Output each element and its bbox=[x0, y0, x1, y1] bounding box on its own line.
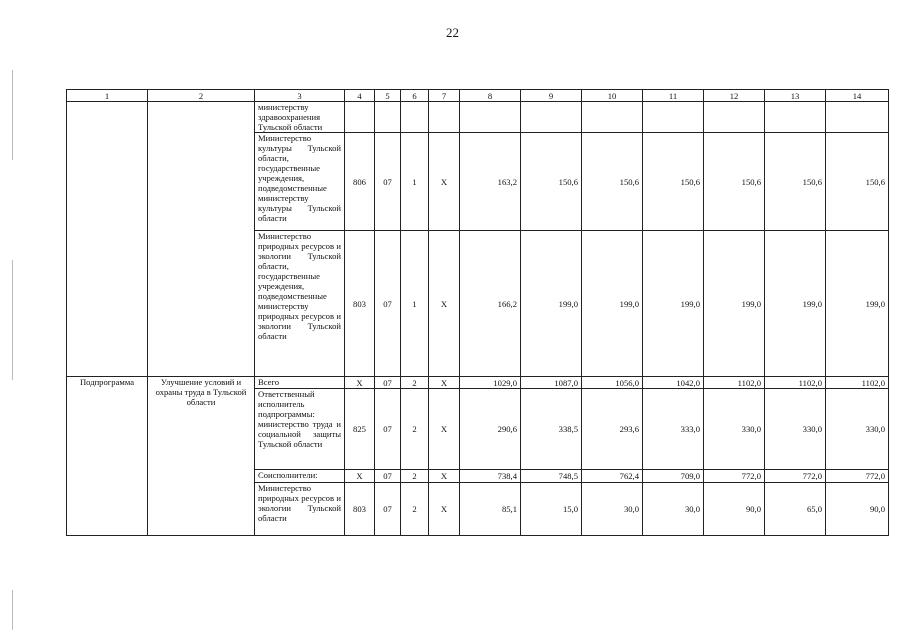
table-cell: 1042,0 bbox=[643, 377, 704, 389]
table-cell: 199,0 bbox=[521, 231, 582, 377]
table-cell: 30,0 bbox=[643, 483, 704, 536]
table-cell: 199,0 bbox=[765, 231, 826, 377]
table-cell: Х bbox=[345, 470, 375, 483]
table-cell: 290,6 bbox=[460, 389, 521, 470]
table-cell: 65,0 bbox=[765, 483, 826, 536]
table-cell: 199,0 bbox=[826, 231, 889, 377]
table-cell: 07 bbox=[375, 470, 401, 483]
table-cell bbox=[429, 102, 460, 133]
table-cell: Х bbox=[429, 377, 460, 389]
table-cell bbox=[401, 102, 429, 133]
table-cell: 150,6 bbox=[765, 133, 826, 231]
table-cell: 1102,0 bbox=[704, 377, 765, 389]
table-cell: Х bbox=[429, 470, 460, 483]
executor-name: министерству здравоохранения Тульской области bbox=[255, 102, 345, 133]
table-cell bbox=[521, 102, 582, 133]
table-row bbox=[67, 102, 889, 133]
executor-name: Министерство природных ресурсов и экологии Тульской области bbox=[255, 483, 345, 536]
executor-name: Всего bbox=[255, 377, 345, 389]
table-cell: 07 bbox=[375, 133, 401, 231]
column-header: 6 bbox=[401, 90, 429, 102]
table-cell: 150,6 bbox=[521, 133, 582, 231]
program-name-cell: Улучшение условий и охраны труда в Тульской области bbox=[148, 377, 255, 536]
column-header: 12 bbox=[704, 90, 765, 102]
table-cell: 30,0 bbox=[582, 483, 643, 536]
table-cell: 2 bbox=[401, 377, 429, 389]
scan-margin-mark bbox=[12, 70, 13, 160]
table-cell: Х bbox=[345, 377, 375, 389]
table-cell bbox=[826, 102, 889, 133]
table-cell: 330,0 bbox=[826, 389, 889, 470]
table-cell: 07 bbox=[375, 389, 401, 470]
table-cell: 803 bbox=[345, 483, 375, 536]
table-cell bbox=[460, 102, 521, 133]
column-header: 3 bbox=[255, 90, 345, 102]
table-cell: 150,6 bbox=[643, 133, 704, 231]
page-number: 22 bbox=[446, 25, 459, 40]
table-cell: 772,0 bbox=[765, 470, 826, 483]
table-cell: 762,4 bbox=[582, 470, 643, 483]
table-cell: 748,5 bbox=[521, 470, 582, 483]
table-cell: 293,6 bbox=[582, 389, 643, 470]
budget-table bbox=[66, 89, 889, 536]
column-header: 2 bbox=[148, 90, 255, 102]
scan-margin-mark bbox=[12, 590, 13, 630]
column-header: 11 bbox=[643, 90, 704, 102]
table-cell: 1102,0 bbox=[765, 377, 826, 389]
table-cell bbox=[643, 102, 704, 133]
table-cell: 90,0 bbox=[704, 483, 765, 536]
table-cell: 2 bbox=[401, 470, 429, 483]
table-cell: 15,0 bbox=[521, 483, 582, 536]
table-cell: Х bbox=[429, 483, 460, 536]
table-cell: 803 bbox=[345, 231, 375, 377]
table-cell: 1102,0 bbox=[826, 377, 889, 389]
table-cell: 330,0 bbox=[704, 389, 765, 470]
column-header: 4 bbox=[345, 90, 375, 102]
table-row bbox=[67, 377, 889, 389]
table-cell bbox=[704, 102, 765, 133]
table-cell: 338,5 bbox=[521, 389, 582, 470]
table-cell: 709,0 bbox=[643, 470, 704, 483]
table-cell: Х bbox=[429, 133, 460, 231]
table-cell bbox=[765, 102, 826, 133]
executor-name: Министерство культуры Тульской области, государственные учреждения, подведомственные министерству культуры Тульской области bbox=[255, 133, 345, 231]
column-header: 7 bbox=[429, 90, 460, 102]
table-cell: 85,1 bbox=[460, 483, 521, 536]
column-header: 10 bbox=[582, 90, 643, 102]
table-cell: 150,6 bbox=[704, 133, 765, 231]
program-name-cell bbox=[148, 102, 255, 377]
column-header: 5 bbox=[375, 90, 401, 102]
table-cell: 199,0 bbox=[704, 231, 765, 377]
table-cell: 330,0 bbox=[765, 389, 826, 470]
table-cell: 772,0 bbox=[826, 470, 889, 483]
table-cell: 07 bbox=[375, 483, 401, 536]
table-cell: 199,0 bbox=[582, 231, 643, 377]
table-cell bbox=[345, 102, 375, 133]
table-cell: 1 bbox=[401, 133, 429, 231]
table-cell: 07 bbox=[375, 231, 401, 377]
column-header: 14 bbox=[826, 90, 889, 102]
table-cell bbox=[582, 102, 643, 133]
table-cell: 90,0 bbox=[826, 483, 889, 536]
table-cell: 2 bbox=[401, 389, 429, 470]
table-cell: Х bbox=[429, 231, 460, 377]
table-cell: 150,6 bbox=[826, 133, 889, 231]
table-cell: 1056,0 bbox=[582, 377, 643, 389]
table-cell: 825 bbox=[345, 389, 375, 470]
table-cell: Х bbox=[429, 389, 460, 470]
table-cell: 199,0 bbox=[643, 231, 704, 377]
column-header: 8 bbox=[460, 90, 521, 102]
program-type-cell: Подпрограмма bbox=[67, 377, 148, 536]
scan-margin-mark bbox=[12, 260, 13, 380]
column-header: 9 bbox=[521, 90, 582, 102]
table-cell: 150,6 bbox=[582, 133, 643, 231]
table-cell: 163,2 bbox=[460, 133, 521, 231]
program-type-cell bbox=[67, 102, 148, 377]
column-header: 1 bbox=[67, 90, 148, 102]
table-cell: 166,2 bbox=[460, 231, 521, 377]
table-cell: 1087,0 bbox=[521, 377, 582, 389]
column-header: 13 bbox=[765, 90, 826, 102]
table-cell: 772,0 bbox=[704, 470, 765, 483]
table-cell: 07 bbox=[375, 377, 401, 389]
executor-name: Ответственный исполнитель подпрограммы: министерство труда и социальной защиты Тульской области bbox=[255, 389, 345, 470]
table-cell: 2 bbox=[401, 483, 429, 536]
table-cell: 738,4 bbox=[460, 470, 521, 483]
table-cell bbox=[375, 102, 401, 133]
table-cell: 806 bbox=[345, 133, 375, 231]
table-cell: 1 bbox=[401, 231, 429, 377]
executor-name: Министерство природных ресурсов и экологии Тульской области, государственные учреждения, подведомственные министерству природных ресурсов и экологии Тульской области bbox=[255, 231, 345, 377]
header-row bbox=[67, 90, 889, 102]
table-cell: 1029,0 bbox=[460, 377, 521, 389]
executor-name: Соисполнители: bbox=[255, 470, 345, 483]
table-cell: 333,0 bbox=[643, 389, 704, 470]
